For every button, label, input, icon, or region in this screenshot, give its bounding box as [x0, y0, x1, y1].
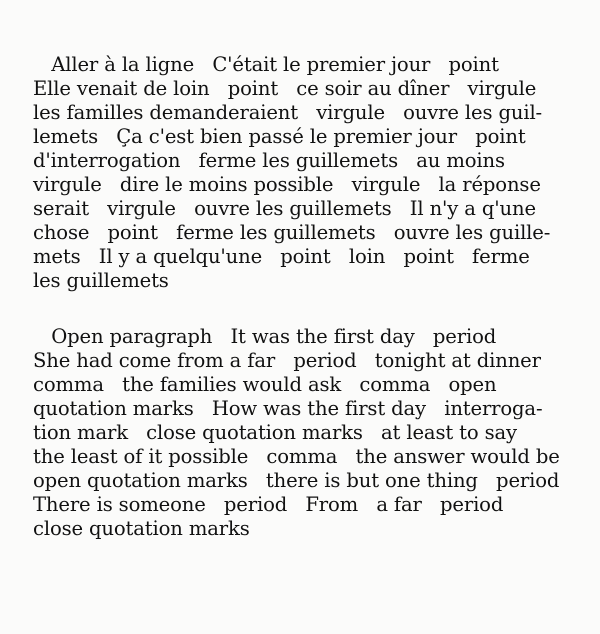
text-line: les guillemets: [33, 269, 169, 292]
text-line: lemets Ça c'est bien passé le premier jour point: [33, 125, 526, 148]
text-line: Open paragraph It was the first day period: [33, 325, 497, 348]
text-line: Elle venait de loin point ce soir au dîner virgule: [33, 77, 537, 100]
text-line: close quotation marks: [33, 517, 250, 540]
text-line: d'interrogation ferme les guillemets au moins: [33, 149, 505, 172]
text-line: tion mark close quotation marks at least to say: [33, 421, 517, 444]
text-line: les familles demanderaient virgule ouvre les guil-: [33, 101, 543, 124]
text-line: open quotation marks there is but one thing period: [33, 469, 560, 492]
text-line: mets Il y a quelqu'une point loin point ferme: [33, 245, 530, 268]
text-line: There is someone period From a far period: [33, 493, 504, 516]
text-line: Aller à la ligne C'était le premier jour point: [33, 53, 499, 76]
text-line: quotation marks How was the first day interroga-: [33, 397, 543, 420]
text-line: the least of it possible comma the answer would be: [33, 445, 560, 468]
text-line: chose point ferme les guillemets ouvre les guille-: [33, 221, 551, 244]
text-line: serait virgule ouvre les guillemets Il n'y a q'une: [33, 197, 536, 220]
text-line: comma the families would ask comma open: [33, 373, 497, 396]
text-line: She had come from a far period tonight at dinner: [33, 349, 541, 372]
text-line: virgule dire le moins possible virgule la réponse: [33, 173, 541, 196]
